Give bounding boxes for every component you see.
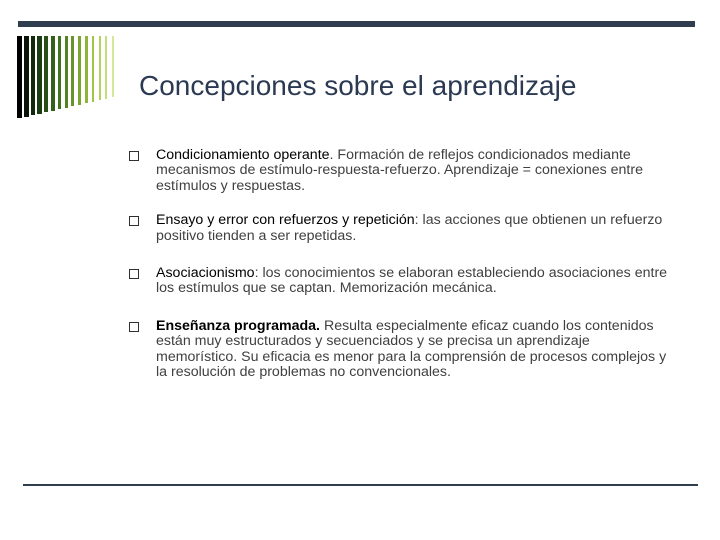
decorative-bar [112, 36, 114, 97]
decorative-bar [92, 36, 94, 102]
bottom-rule [23, 484, 698, 486]
bullet-text: . Formación de reflejos condicionados mediante mecanismos de estímulo-respuesta-refuerzo. Aprendizaje = conexiones entre estímulos y respuestas. [156, 147, 643, 194]
decorative-bar [58, 36, 62, 109]
bullet-lead: Enseñanza programada. [156, 317, 320, 334]
decorative-bar [37, 36, 41, 114]
bullet-text: : las acciones que obtienen un refuerzo positivo tienden a ser repetidas. [156, 212, 663, 244]
decorative-bar [71, 36, 74, 106]
square-bullet-icon [129, 216, 139, 226]
decorative-bar [85, 36, 88, 103]
bullet-list [127, 148, 672, 380]
bullet-item [127, 319, 672, 381]
square-bullet-icon [129, 269, 139, 279]
bullet-lead: Ensayo y error con refuerzos y repetición [156, 212, 415, 229]
decorative-bar [99, 36, 101, 100]
decorative-bar [105, 36, 107, 99]
bullet-item [127, 213, 672, 244]
bullet-item [127, 266, 672, 297]
decorative-bar [78, 36, 81, 105]
bullet-lead: Condicionamiento operante [156, 147, 330, 163]
bullet-text: Resulta especialmente eficaz cuando los contenidos están muy estructurados y secuenciados y se precisa un aprendizaje memorístico. Su eficacia es menor para la comprensión de procesos complejos y la resolución de problemas no convencionales. [156, 317, 667, 381]
square-bullet-icon [129, 322, 139, 332]
bullet-lead: Asociacionismo [156, 265, 255, 282]
slide-title: Concepciones sobre el aprendizaje [139, 70, 577, 101]
bullet-item [127, 148, 672, 194]
square-bullet-icon [129, 151, 139, 161]
decorative-bar [51, 36, 55, 111]
decorative-bar [44, 36, 48, 112]
decorative-bar [65, 36, 68, 108]
top-rule [18, 21, 695, 27]
decorative-bar [24, 36, 29, 117]
decorative-bars [17, 36, 127, 118]
decorative-bar [17, 36, 22, 118]
decorative-bar [31, 36, 36, 115]
bullet-text: : los conocimientos se elaboran estableciendo asociaciones entre los estímulos que se captan. Memorización mecánica. [156, 265, 668, 297]
